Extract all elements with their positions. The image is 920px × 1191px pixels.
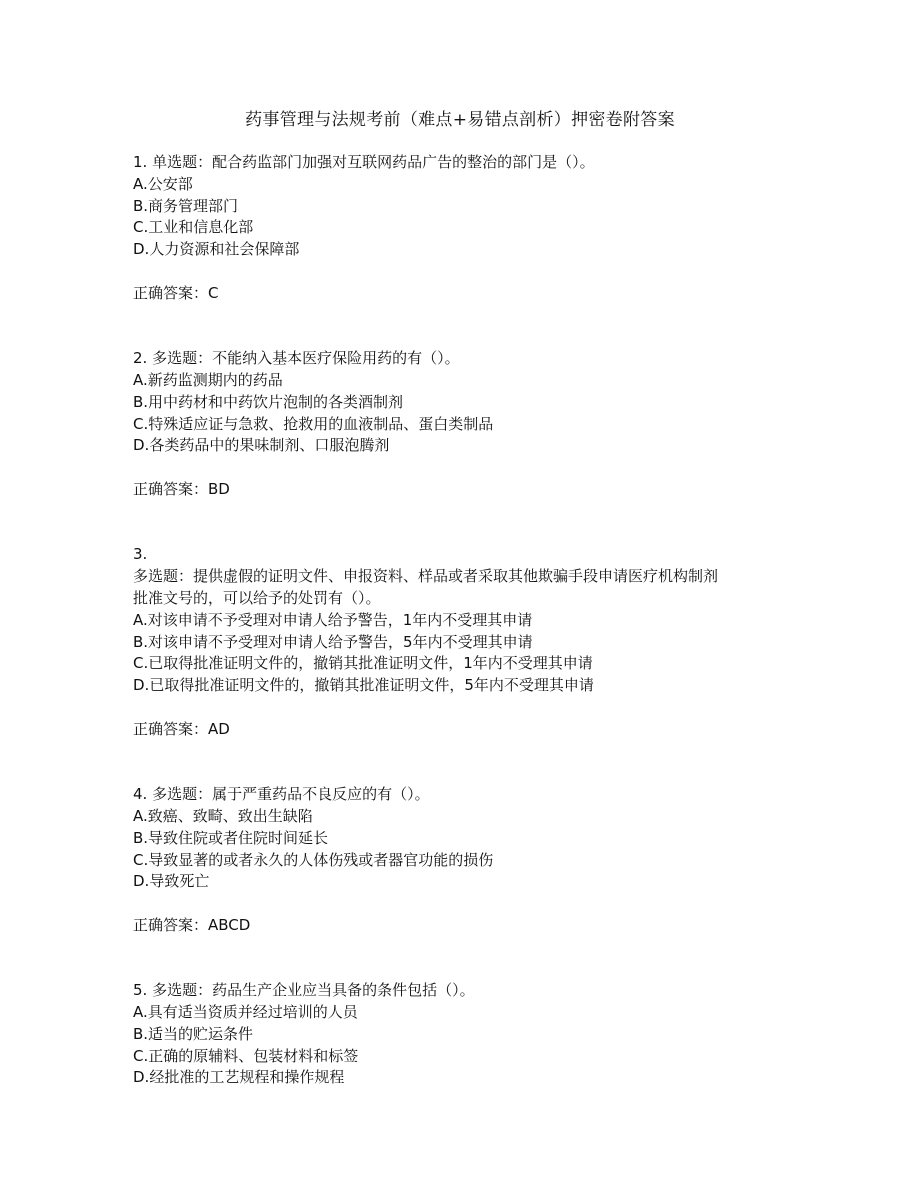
- question-2: [133, 348, 793, 501]
- option-c: C.工业和信息化部: [133, 218, 254, 237]
- correct-answer: 正确答案：AD: [133, 719, 230, 738]
- question-3: [133, 544, 793, 740]
- option-d: D.导致死亡: [133, 872, 210, 891]
- option-a: A.具有适当资质并经过培训的人员: [133, 1003, 358, 1022]
- option-d: D.已取得批准证明文件的，撤销其批准证明文件，5年内不受理其申请: [133, 676, 594, 695]
- option-a: A.对该申请不予受理对申请人给予警告，1年内不受理其申请: [133, 610, 533, 629]
- option-d: D.经批准的工艺规程和操作规程: [133, 1068, 345, 1087]
- option-a: A.致癌、致畸、致出生缺陷: [133, 806, 313, 825]
- option-c: C.正确的原辅料、包装材料和标签: [133, 1046, 359, 1065]
- question-number: 3.: [133, 545, 148, 564]
- question-stem: 4. 多选题：属于严重药品不良反应的有（）。: [133, 785, 430, 804]
- option-a: A.新药监测期内的药品: [133, 370, 283, 389]
- option-b: B.导致住院或者住院时间延长: [133, 828, 329, 847]
- option-b: B.用中药材和中药饮片泡制的各类酒制剂: [133, 392, 404, 411]
- option-c: C.已取得批准证明文件的，撤销其批准证明文件，1年内不受理其申请: [133, 654, 593, 673]
- question-stem-line-1: 多选题：提供虚假的证明文件、申报资料、样品或者采取其他欺骗手段申请医疗机构制剂: [133, 567, 719, 586]
- option-b: B.适当的贮运条件: [133, 1024, 254, 1043]
- question-spacer: [133, 305, 793, 349]
- option-b: B.对该申请不予受理对申请人给予警告，5年内不受理其申请: [133, 632, 533, 651]
- correct-answer: 正确答案：C: [133, 283, 219, 302]
- question-spacer: [133, 741, 793, 785]
- document-title: 药事管理与法规考前（难点+易错点剖析）押密卷附答案: [245, 110, 675, 130]
- question-stem: 5. 多选题：药品生产企业应当具备的条件包括（）。: [133, 981, 475, 1000]
- correct-answer: 正确答案：ABCD: [133, 915, 251, 934]
- question-list: [133, 152, 793, 1089]
- question-spacer: [133, 501, 793, 545]
- question-5: [133, 980, 793, 1089]
- option-d: D.各类药品中的果味制剂、口服泡腾剂: [133, 436, 390, 455]
- option-c: C.导致显著的或者永久的人体伤残或者器官功能的损伤: [133, 850, 494, 869]
- option-d: D.人力资源和社会保障部: [133, 240, 300, 259]
- option-a: A.公安部: [133, 174, 193, 193]
- question-stem: 1. 单选题：配合药监部门加强对互联网药品广告的整治的部门是（）。: [133, 153, 595, 171]
- correct-answer: 正确答案：BD: [133, 479, 230, 498]
- question-4: [133, 784, 793, 937]
- question-1: [133, 152, 793, 305]
- option-c: C.特殊适应证与急救、抢救用的血液制品、蛋白类制品: [133, 414, 494, 433]
- question-spacer: [133, 937, 793, 981]
- question-stem-line-2: 批准文号的，可以给予的处罚有（）。: [133, 588, 381, 607]
- question-stem: 2. 多选题：不能纳入基本医疗保险用药的有（）。: [133, 349, 460, 368]
- option-b: B.商务管理部门: [133, 196, 239, 215]
